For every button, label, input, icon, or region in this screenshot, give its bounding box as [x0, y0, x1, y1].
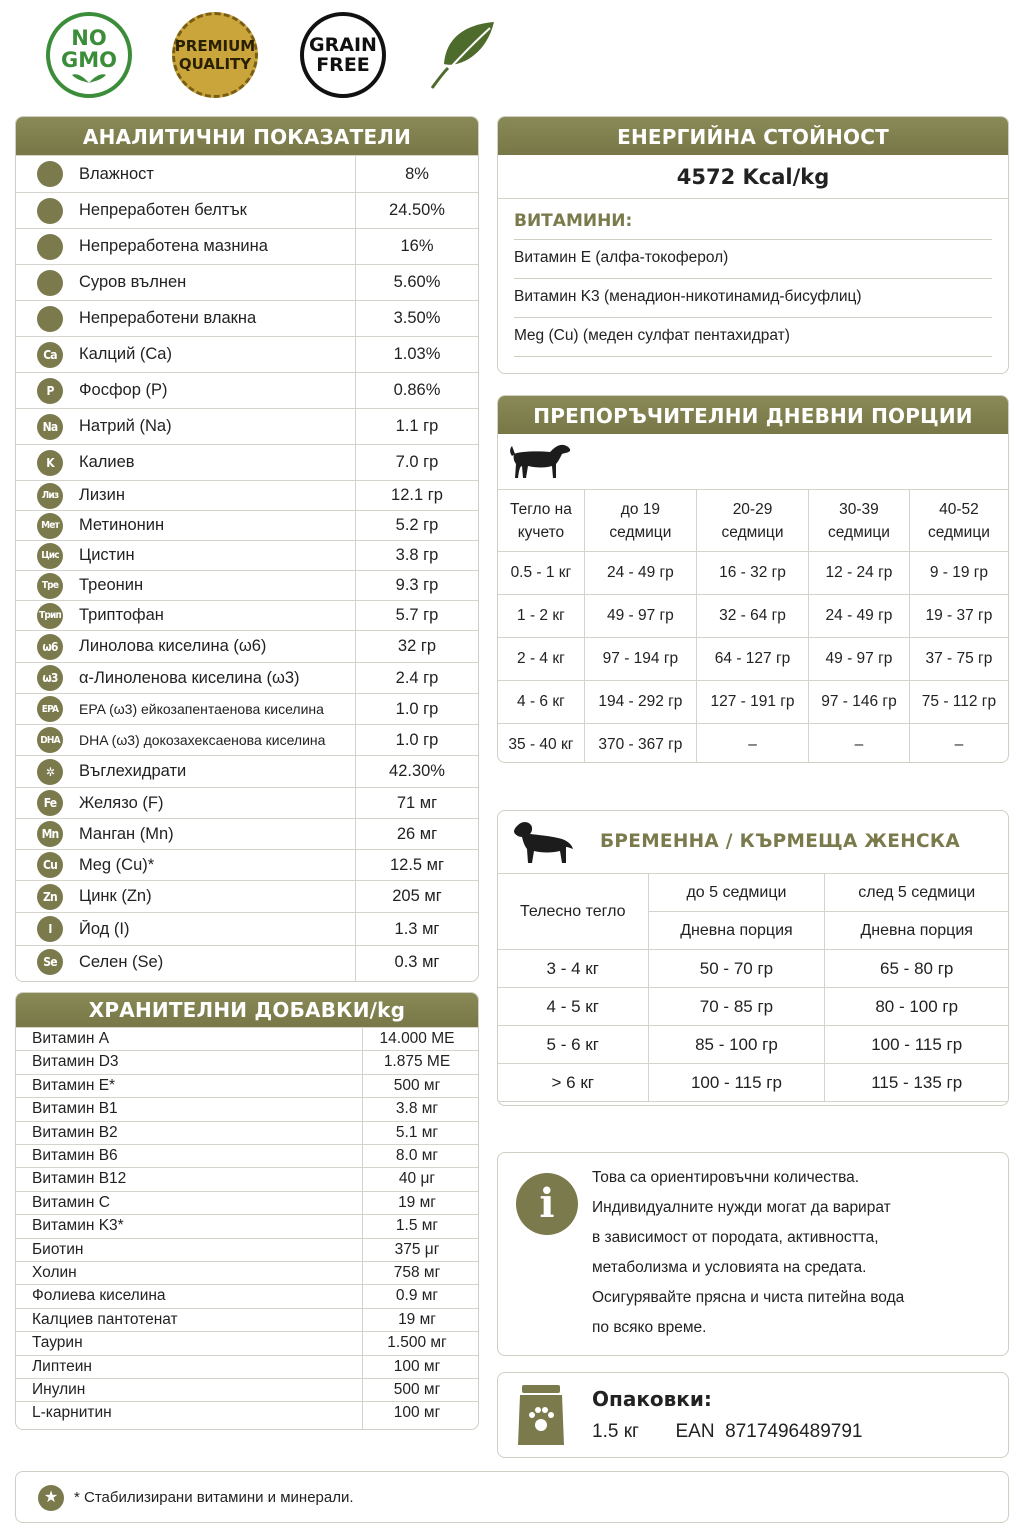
- additive-name: Витамин B6: [32, 1147, 118, 1164]
- table-cell: 97 - 146 гр: [809, 681, 910, 724]
- header-cell: [809, 490, 910, 552]
- header-cell: до 5 седмици: [648, 874, 825, 912]
- header-cell: след 5 седмици: [825, 874, 1008, 912]
- element-icon: Fe: [37, 790, 63, 816]
- packaging-size: 1.5 кг: [592, 1421, 639, 1442]
- nutrient-name: Манган (Mn): [79, 824, 174, 843]
- analytical-row: [16, 444, 478, 480]
- dog-icon: [512, 819, 574, 867]
- amino-icon: Тре: [37, 573, 63, 599]
- omega-icon: ω6: [37, 634, 63, 660]
- nutrient-value: 32 гр: [397, 637, 437, 655]
- nutrient-name: Калиев: [79, 453, 135, 471]
- daily-portions-table: [498, 489, 1008, 763]
- grain-free-badge: [300, 12, 386, 98]
- header-cell: [696, 490, 808, 552]
- table-cell: 49 - 97 гр: [809, 638, 910, 681]
- additive-row: [16, 1074, 478, 1097]
- analytical-table: [15, 116, 479, 982]
- nutrient-value: 71 мг: [396, 793, 438, 812]
- vitamins-title: ВИТАМИНИ:: [514, 211, 633, 231]
- analytical-row: [16, 336, 478, 372]
- nutrient-name: Триптофан: [79, 606, 164, 624]
- table-cell: 80 - 100 гр: [825, 988, 1008, 1026]
- additive-value: 500 мг: [393, 1381, 441, 1398]
- badge-line: PREMIUM: [174, 37, 256, 55]
- table-cell: 37 - 75 гр: [909, 638, 1008, 681]
- analytical-row: [16, 755, 478, 787]
- packaging-card: [497, 1372, 1009, 1458]
- info-line: Осигурявайте прясна и чиста питейна вода: [592, 1289, 905, 1306]
- drop-icon: [37, 161, 63, 187]
- analytical-row: [16, 155, 478, 192]
- header-cell: [584, 490, 696, 552]
- element-icon: Ca: [37, 342, 63, 368]
- analytical-row: [16, 510, 478, 540]
- analytical-row: [16, 693, 478, 724]
- divider: [514, 356, 992, 357]
- food-bag-icon: [516, 1383, 566, 1447]
- header-line: седмици: [927, 523, 990, 541]
- table-cell: 85 - 100 гр: [648, 1026, 825, 1064]
- analytical-row: [16, 372, 478, 408]
- additive-row: [16, 1050, 478, 1073]
- nutrient-value: 1.0 гр: [395, 730, 439, 749]
- amino-icon: Трип: [37, 603, 63, 629]
- badge-line: FREE: [316, 54, 370, 76]
- analytical-row: [16, 787, 478, 818]
- table-row: [498, 552, 1008, 595]
- additive-row: [16, 1355, 478, 1378]
- header-line: 20-29: [732, 500, 773, 518]
- nutrient-name: Желязо (F): [79, 793, 164, 812]
- table-cell: 70 - 85 гр: [648, 988, 825, 1026]
- table-cell: 194 - 292 гр: [584, 681, 696, 724]
- additive-value: 19 мг: [398, 1310, 436, 1328]
- element-icon: Se: [37, 949, 63, 975]
- info-card: [497, 1152, 1009, 1356]
- table-cell: 4 - 6 кг: [498, 681, 584, 724]
- info-icon: i: [516, 1173, 578, 1235]
- additive-value: 14.000 МЕ: [379, 1030, 455, 1047]
- nutrient-value: 2.4 гр: [395, 668, 439, 687]
- table-cell: 16 - 32 гр: [696, 552, 808, 595]
- vitamin-line: Витамин E (алфа-токоферол): [514, 239, 992, 267]
- nutrient-value: 5.7 гр: [395, 606, 439, 624]
- nutrient-name: Цистин: [79, 546, 135, 564]
- packaging-values: [592, 1421, 863, 1443]
- additive-value: 500 мг: [393, 1076, 441, 1094]
- table-cell: 115 - 135 гр: [825, 1064, 1008, 1102]
- flame-icon: [37, 270, 63, 296]
- amino-icon: Лиз: [37, 483, 63, 509]
- additives-title: ХРАНИТЕЛНИ ДОБАВКИ/kg: [16, 993, 478, 1027]
- nutrient-name: Натрий (Na): [79, 417, 172, 435]
- element-icon: Cu: [37, 852, 63, 878]
- badge-line: GRAIN: [309, 34, 377, 56]
- table-row: [498, 595, 1008, 638]
- additive-row: [16, 1331, 478, 1354]
- nutrient-value: 12.1 гр: [391, 486, 443, 504]
- additive-value: 3.8 мг: [395, 1100, 439, 1118]
- omega-icon: DHA: [37, 727, 63, 753]
- table-cell: 100 - 115 гр: [648, 1064, 825, 1102]
- table-cell: 65 - 80 гр: [825, 950, 1008, 988]
- table-cell: 127 - 191 гр: [696, 681, 808, 724]
- additive-name: Витамин A: [32, 1030, 110, 1047]
- element-icon: Mn: [37, 821, 63, 847]
- additive-value: 40 μг: [398, 1170, 436, 1188]
- table-cell: 4 - 5 кг: [498, 988, 648, 1026]
- nutrient-name: α-Линоленова киселина (ω3): [79, 668, 300, 687]
- nutrient-name: EPA (ω3) ейкозапентаенова киселина: [79, 701, 324, 717]
- element-icon: K: [37, 450, 63, 476]
- nutrient-value: 0.86%: [393, 381, 441, 399]
- header-line: кучето: [517, 523, 565, 541]
- header-line: Тегло на: [509, 500, 572, 518]
- additive-row: [16, 1261, 478, 1284]
- element-icon: Zn: [37, 884, 63, 910]
- analytical-row: [16, 662, 478, 693]
- omega-icon: ω3: [37, 665, 63, 691]
- additive-name: Витамин B2: [32, 1123, 118, 1141]
- additive-row: [16, 1308, 478, 1331]
- star-icon: ★: [38, 1485, 64, 1511]
- nutrient-name: Непреработен белтък: [79, 201, 247, 219]
- additive-value: 0.9 мг: [395, 1287, 439, 1305]
- analytical-row: [16, 818, 478, 849]
- additive-name: L-карнитин: [32, 1404, 112, 1422]
- additive-value: 5.1 мг: [395, 1123, 439, 1141]
- nutrient-value: 1.03%: [393, 345, 441, 363]
- table-cell: –: [909, 724, 1008, 764]
- dog-icon: [506, 442, 572, 482]
- table-row: [498, 950, 1008, 988]
- info-line: Това са ориентировъчни количества.: [592, 1169, 860, 1186]
- table-row: [498, 1064, 1008, 1102]
- table-cell: 75 - 112 гр: [909, 681, 1008, 724]
- analytical-row: [16, 192, 478, 228]
- additive-value: 19 мг: [398, 1193, 436, 1211]
- nutrient-value: 9.3 гр: [395, 576, 439, 594]
- header-cell: Дневна порция: [648, 912, 825, 950]
- header-line: 30-39: [839, 500, 879, 518]
- nutrient-value: 42.30%: [389, 762, 445, 780]
- additive-name: Витамин K3*: [32, 1217, 124, 1235]
- footnote-card: [15, 1471, 1009, 1523]
- additive-value: 375 μг: [394, 1240, 440, 1258]
- packaging-ean: EAN 8717496489791: [675, 1421, 863, 1442]
- table-row: [498, 724, 1008, 764]
- additive-value: 1.875 МЕ: [383, 1053, 451, 1071]
- analytical-title: АНАЛИТИЧНИ ПОКАЗАТЕЛИ: [16, 117, 478, 155]
- additive-row: [16, 1121, 478, 1144]
- nutrient-name: Цинк (Zn): [79, 887, 152, 905]
- additive-row: [16, 1191, 478, 1214]
- analytical-row: [16, 264, 478, 300]
- leaf-icon: [428, 18, 500, 90]
- table-cell: 100 - 115 гр: [825, 1026, 1008, 1064]
- table-cell: –: [809, 724, 910, 764]
- header-cell: [498, 490, 584, 552]
- pregnant-title: БРЕМЕННА / КЪРМЕЩА ЖЕНСКА: [600, 831, 960, 852]
- table-row: [498, 638, 1008, 681]
- packaging-label: Опаковки:: [592, 1387, 712, 1411]
- nutrient-name: Калций (Ca): [79, 345, 172, 363]
- energy-card: [497, 116, 1009, 374]
- info-line: в зависимост от породата, активността,: [592, 1229, 879, 1246]
- analytical-row: [16, 945, 478, 978]
- table-cell: 3 - 4 кг: [498, 950, 648, 988]
- additive-name: Липтеин: [32, 1357, 92, 1375]
- analytical-row: [16, 912, 478, 945]
- element-icon: Na: [37, 414, 63, 440]
- analytical-row: [16, 880, 478, 912]
- table-row: [498, 1026, 1008, 1064]
- pregnant-card: [497, 810, 1009, 1106]
- nutrient-name: Въглехидрати: [79, 762, 187, 780]
- analytical-row: [16, 630, 478, 662]
- additive-value: 1.5 мг: [395, 1217, 439, 1235]
- additive-name: Витамин B1: [32, 1100, 118, 1118]
- weight-header: Телесно тегло: [498, 874, 648, 950]
- table-cell: –: [696, 724, 808, 764]
- additive-row: [16, 1238, 478, 1261]
- analytical-row: [16, 570, 478, 600]
- header-line: седмици: [609, 523, 672, 541]
- nutrient-name: Непреработена мазнина: [79, 237, 268, 255]
- nutrient-value: 3.50%: [393, 309, 441, 327]
- nutrient-name: Селен (Se): [79, 952, 164, 971]
- additive-name: Витамин D3: [32, 1053, 119, 1071]
- header-line: седмици: [721, 523, 784, 541]
- additive-value: 1.500 мг: [387, 1334, 447, 1352]
- analytical-row: [16, 724, 478, 755]
- amino-icon: Цис: [37, 543, 63, 569]
- element-icon: P: [37, 378, 63, 404]
- drop-icon: [37, 234, 63, 260]
- analytical-row: [16, 600, 478, 630]
- info-line: метаболизма и условията на средата.: [592, 1259, 867, 1276]
- table-cell: 1 - 2 кг: [498, 595, 584, 638]
- additive-name: Витамин E*: [32, 1076, 116, 1094]
- nutrient-name: Фосфор (P): [79, 381, 168, 399]
- table-cell: 2 - 4 кг: [498, 638, 584, 681]
- nutrient-name: Лизин: [79, 486, 125, 504]
- additive-row: [16, 1401, 478, 1424]
- info-line: по всяко време.: [592, 1319, 707, 1336]
- analytical-row: [16, 300, 478, 336]
- nutrient-value: 1.1 гр: [395, 417, 439, 435]
- table-cell: 32 - 64 гр: [696, 595, 808, 638]
- additive-row: [16, 1027, 478, 1050]
- additive-value: 758 мг: [393, 1264, 441, 1281]
- header-line: 40-52: [939, 500, 979, 518]
- table-cell: 50 - 70 гр: [648, 950, 825, 988]
- nutrient-value: 1.0 гр: [395, 699, 439, 718]
- additive-row: [16, 1214, 478, 1237]
- table-cell: 24 - 49 гр: [809, 595, 910, 638]
- additive-name: Биотин: [32, 1240, 84, 1258]
- nutrient-value: 16%: [400, 237, 434, 255]
- nutrient-value: 26 мг: [396, 824, 438, 843]
- footnote-text: * Стабилизирани витамини и минерали.: [74, 1489, 354, 1506]
- nutrient-value: 0.3 мг: [394, 952, 440, 971]
- vitamin-line: Meg (Cu) (меден сулфат пентахидрат): [514, 317, 992, 345]
- analytical-row: [16, 228, 478, 264]
- nutrient-value: 8%: [405, 164, 429, 183]
- additive-name: Витамин B12: [32, 1170, 127, 1188]
- nutrient-name: Треонин: [79, 576, 144, 594]
- analytical-row: [16, 408, 478, 444]
- nutrient-name: Непреработени влакна: [79, 309, 257, 327]
- additive-name: Таурин: [32, 1334, 83, 1352]
- additive-row: [16, 1144, 478, 1167]
- info-line: Индивидуалните нужди могат да варират: [592, 1199, 891, 1216]
- additive-name: Инулин: [32, 1381, 86, 1398]
- energy-title: ЕНЕРГИЙНА СТОЙНОСТ: [498, 117, 1008, 155]
- table-cell: 24 - 49 гр: [584, 552, 696, 595]
- header-cell: [909, 490, 1008, 552]
- badge-line: NO: [71, 26, 107, 50]
- vitamin-line: Витамин K3 (менадион-никотинамид-бисуфлиц): [514, 278, 992, 306]
- table-cell: 49 - 97 гр: [584, 595, 696, 638]
- daily-portions-card: [497, 395, 1009, 763]
- table-cell: 35 - 40 кг: [498, 724, 584, 764]
- element-icon: I: [37, 916, 63, 942]
- additive-row: [16, 1378, 478, 1401]
- no-gmo-badge: [46, 12, 132, 98]
- additive-value: 100 мг: [393, 1357, 441, 1375]
- additive-value: 100 мг: [393, 1404, 441, 1422]
- table-cell: 12 - 24 гр: [809, 552, 910, 595]
- additive-value: 8.0 мг: [395, 1147, 439, 1164]
- table-cell: 5 - 6 кг: [498, 1026, 648, 1064]
- nutrient-value: 3.8 гр: [395, 546, 439, 564]
- table-cell: 64 - 127 гр: [696, 638, 808, 681]
- additives-table: [15, 992, 479, 1430]
- omega-icon: EPA: [37, 696, 63, 722]
- nutrient-name: DHA (ω3) докозахексаенова киселина: [79, 732, 326, 748]
- premium-quality-badge: [172, 12, 258, 98]
- energy-value: 4572 Kcal/kg: [498, 155, 1008, 199]
- nutrient-value: 1.3 мг: [394, 919, 440, 938]
- nutrient-value: 5.60%: [393, 273, 441, 291]
- analytical-row: [16, 849, 478, 880]
- nutrient-value: 24.50%: [389, 201, 445, 219]
- analytical-row: [16, 540, 478, 570]
- nutrient-value: 5.2 гр: [395, 516, 439, 534]
- table-cell: 9 - 19 гр: [909, 552, 1008, 595]
- additive-name: Витамин C: [32, 1193, 110, 1211]
- table-row: [498, 681, 1008, 724]
- nutrient-name: Линолова киселина (ω6): [79, 637, 267, 655]
- badge-line: QUALITY: [178, 55, 252, 73]
- additive-name: Калциев пантотенат: [32, 1310, 178, 1328]
- nutrient-value: 7.0 гр: [395, 453, 439, 471]
- molecule-icon: ✲: [37, 759, 63, 785]
- additive-row: [16, 1167, 478, 1190]
- header-line: седмици: [828, 523, 890, 541]
- additive-name: Фолиева киселина: [32, 1287, 166, 1305]
- nutrient-name: Суров вълнен: [79, 273, 187, 291]
- nutrient-name: Влажност: [79, 164, 154, 183]
- table-cell: 0.5 - 1 кг: [498, 552, 584, 595]
- amino-icon: Мет: [37, 513, 63, 539]
- nutrient-name: Метинонин: [79, 516, 165, 534]
- daily-title: ПРЕПОРЪЧИТЕЛНИ ДНЕВНИ ПОРЦИИ: [498, 396, 1008, 434]
- table-cell: > 6 кг: [498, 1064, 648, 1102]
- leaf-icon: [37, 306, 63, 332]
- nutrient-value: 205 мг: [392, 887, 442, 905]
- badge-line: GMO: [61, 48, 117, 72]
- additive-name: Холин: [32, 1264, 77, 1281]
- table-cell: 97 - 194 гр: [584, 638, 696, 681]
- sprout-icon: [72, 71, 106, 83]
- table-cell: 370 - 367 гр: [584, 724, 696, 764]
- header-cell: Дневна порция: [825, 912, 1008, 950]
- additive-row: [16, 1097, 478, 1120]
- table-row: [498, 988, 1008, 1026]
- additive-row: [16, 1284, 478, 1307]
- pregnant-table: [498, 873, 1008, 1102]
- nutrient-name: Йод (I): [79, 919, 130, 938]
- nutrient-name: Meg (Cu)*: [79, 855, 155, 874]
- table-cell: 19 - 37 гр: [909, 595, 1008, 638]
- header-line: до 19: [620, 500, 660, 518]
- analytical-row: [16, 480, 478, 510]
- protein-icon: [37, 198, 63, 224]
- nutrient-value: 12.5 мг: [389, 855, 445, 874]
